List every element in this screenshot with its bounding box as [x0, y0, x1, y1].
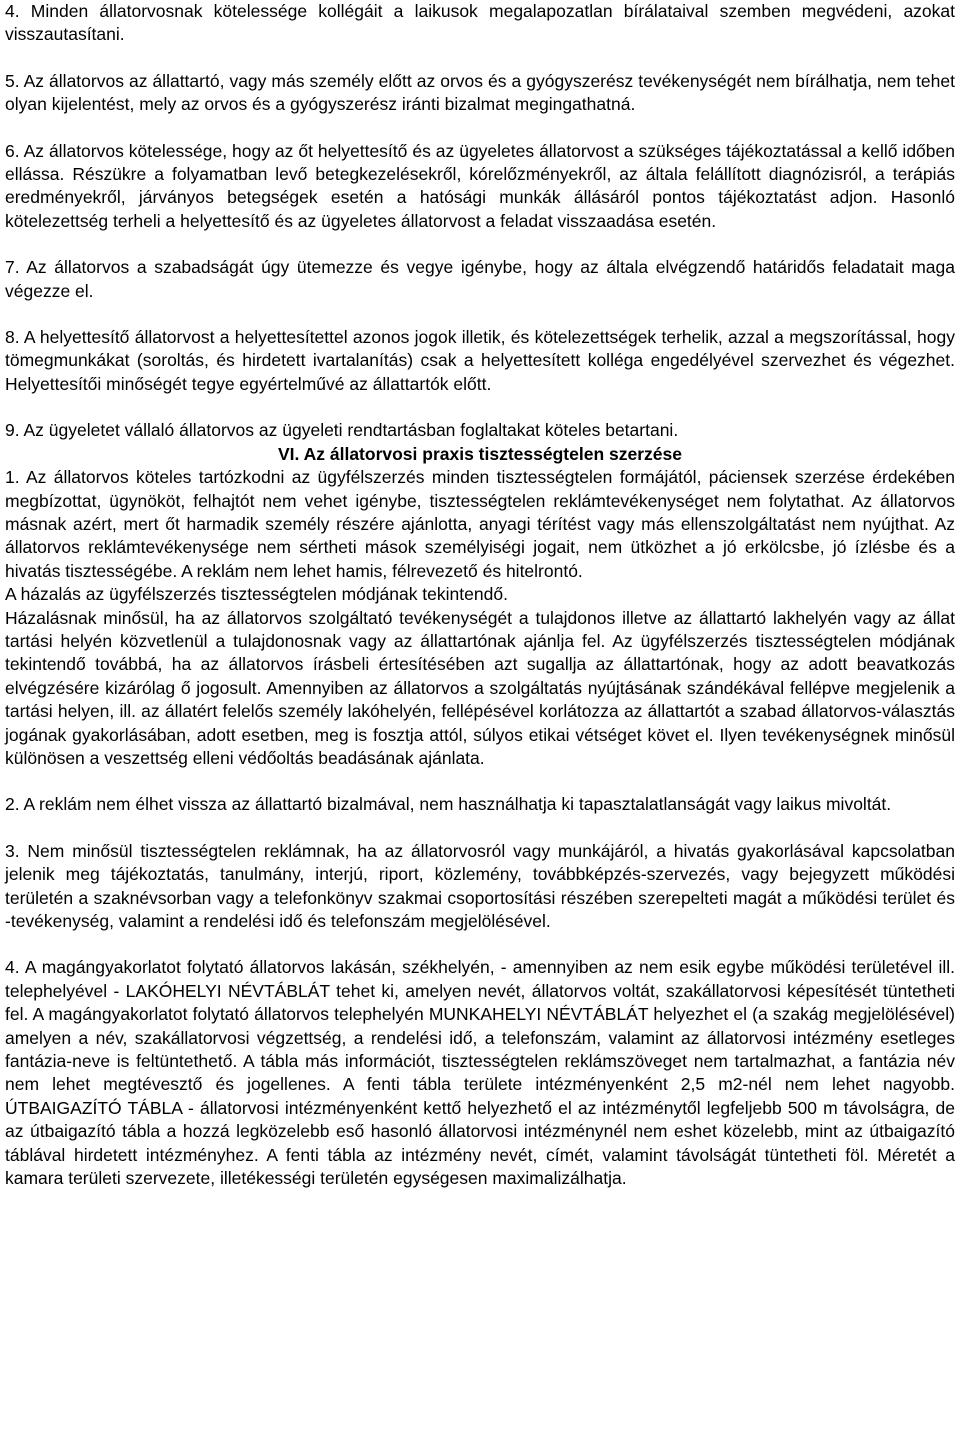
section-paragraph-hazalas-definition: Házalásnak minősül, ha az állatorvos szolgáltató tevékenységét a tulajdonos illetve az állattartó lakhelyén vagy az állat tartási helyén közvetlenül a tulajdonosnak vagy az állattartónak ajánlja fel. Az ügyfélszerzés tisztességtelen módjának tekintendő továbbá, ha az állatorvos írásbeli értesítésében azt sugallja az állattartónak, hogy az adott beavatkozás elvégzésére kizárólag ő jogosult. Amennyiben az állatorvos a szolgáltatás nyújtásának szándékával fellépve megjelenik a tartási helyen, ill. az állatért felelős személy lakóhelyén, fellépésével korlátozza az állattartót a szabad állatorvos-választás jogának gyakorlásában, adott esetben, meg is fosztja attól, súlyos etikai vétséget követ el. Ilyen tevékenységnek minősül különösen a veszettség elleni védőoltás beadásának ajánlata. [5, 607, 955, 768]
paragraph-5: 5. Az állatorvos az állattartó, vagy más személy előtt az orvos és a gyógyszerész tevékenységét nem bírálhatja, nem tehet olyan kijelentést, mely az orvos és a gyógyszerész iránti bizalmat megingathatná. [5, 70, 955, 115]
paragraph-7: 7. Az állatorvos a szabadságát úgy ütemezze és vegye igénybe, hogy az általa elvégzendő határidős feladatait maga végezze el. [5, 257, 955, 301]
section-paragraph-hazalas: A házalás az ügyfélszerzés tisztességtelen módjának tekintendő. [5, 584, 508, 605]
document-page [5, 0, 955, 1190]
section-paragraph-2: 2. A reklám nem élhet vissza az állattartó bizalmával, nem használhatja ki tapasztalatlanságát vagy laikus mivoltát. [5, 794, 892, 815]
paragraph-8: 8. A helyettesítő állatorvost a helyettesítettel azonos jogok illetik, és kötelezettségek terhelik, azzal a megszorítással, hogy tömegmunkákat (soroltás, és hirdetett ivartalanítás) csak a helyettesített kolléga engedélyével szervezhet és végezhet. Helyettesítői minőségét tegye egyértelművé az állattartók előtt. [5, 327, 955, 394]
paragraph-4: 4. Minden állatorvosnak kötelessége kollégáit a laikusok megalapozatlan bírálataival szemben megvédeni, azokat visszautasítani. [5, 1, 955, 45]
section-paragraph-3: 3. Nem minősül tisztességtelen reklámnak, ha az állatorvosról vagy munkájáról, a hivatás gyakorlásával kapcsolatban jelenik meg tájékoztatás, tanulmány, interjú, riport, közlemény, továbbképzés-szervezés, vagy bejegyzett működési területén a szaknévsorban vagy a telefonkönyv szakmai csoportosítási részében szerepelteti magát a működési terület és -tevékenység, valamint a rendelési idő és telefonszám megjelölésével. [5, 840, 955, 931]
paragraph-9: 9. Az ügyeletet vállaló állatorvos az ügyeleti rendtartásban foglaltakat köteles betartani. [5, 420, 679, 441]
paragraph-6: 6. Az állatorvos kötelessége, hogy az őt helyettesítő és az ügyeletes állatorvost a szükséges tájékoztatással a kellő időben ellássa. Részükre a folyamatban levő betegkezelésekről, kórelőzményekről, az általa felállított diagnózisról, a terápiás eredményekről, járványos betegségek esetén a hatósági munkák állásáról pontos tájékoztatást adjon. Hasonló kötelezettség terheli a helyettesítő és az ügyeletes állatorvost a feladat visszaadása esetén. [5, 140, 955, 231]
section-paragraph-1: 1. Az állatorvos köteles tartózkodni az ügyfélszerzés minden tisztességtelen formájától, páciensek szerzése érdekében megbízottat, ügynököt, felhajtót nem vehet igénybe, tisztességtelen reklámtevékenységet nem folytathat. Az állatorvos másnak azért, mert őt harmadik személy részére ajánlotta, anyagi térítést vagy más ellenszolgáltatást nem nyújthat. Az állatorvos reklámtevékenysége nem sértheti mások személyiségi jogait, nem ütközhet a jó erkölcsbe, jó ízlésbe és a hivatás tisztességébe. A reklám nem lehet hamis, félrevezető és hitelrontó. [5, 467, 955, 581]
section-paragraph-4: 4. A magángyakorlatot folytató állatorvos lakásán, székhelyén, - amennyiben az nem esik egybe működési területével ill. telephelyével - LAKÓHELYI NÉVTÁBLÁT tehet ki, amelyen nevét, állatorvos voltát, szakállatorvosi képesítését tüntetheti fel. A magángyakorlatot folytató állatorvos telephelyén MUNKAHELYI NÉVTÁBLÁT helyezhet el (a szakág megjelölésével) amelyen a név, szakállatorvosi végzettség, a rendelési idő, a telefonszám, valamint az állatorvosi intézmény esetleges fantázia-neve is feltüntethető. A tábla más információt, tisztességtelen reklámszöveget nem tartalmazhat, a fantázia név nem lehet megtévesztő és jogellenes. A fenti tábla területe intézményenként 2,5 m2-nél nem lehet nagyobb. ÚTBAIGAZÍTÓ TÁBLA - állatorvosi intézményenként kettő helyezhető el az intézménytől legfeljebb 500 m távolságra, de az útbaigazító tábla a hozzá legközelebb eső hasonló állatorvosi intézménynél nem eshet közelebb, mint az útbaigazító táblával hirdetett intézményhez. A fenti tábla az intézmény nevét, címét, valamint távolságát tüntetheti föl. Méretét a kamara területi szervezete, illetékességi területén egységesen maximalizálhatja. [5, 957, 955, 1189]
section-heading: VI. Az állatorvosi praxis tisztességtelen szerzése [278, 443, 682, 464]
